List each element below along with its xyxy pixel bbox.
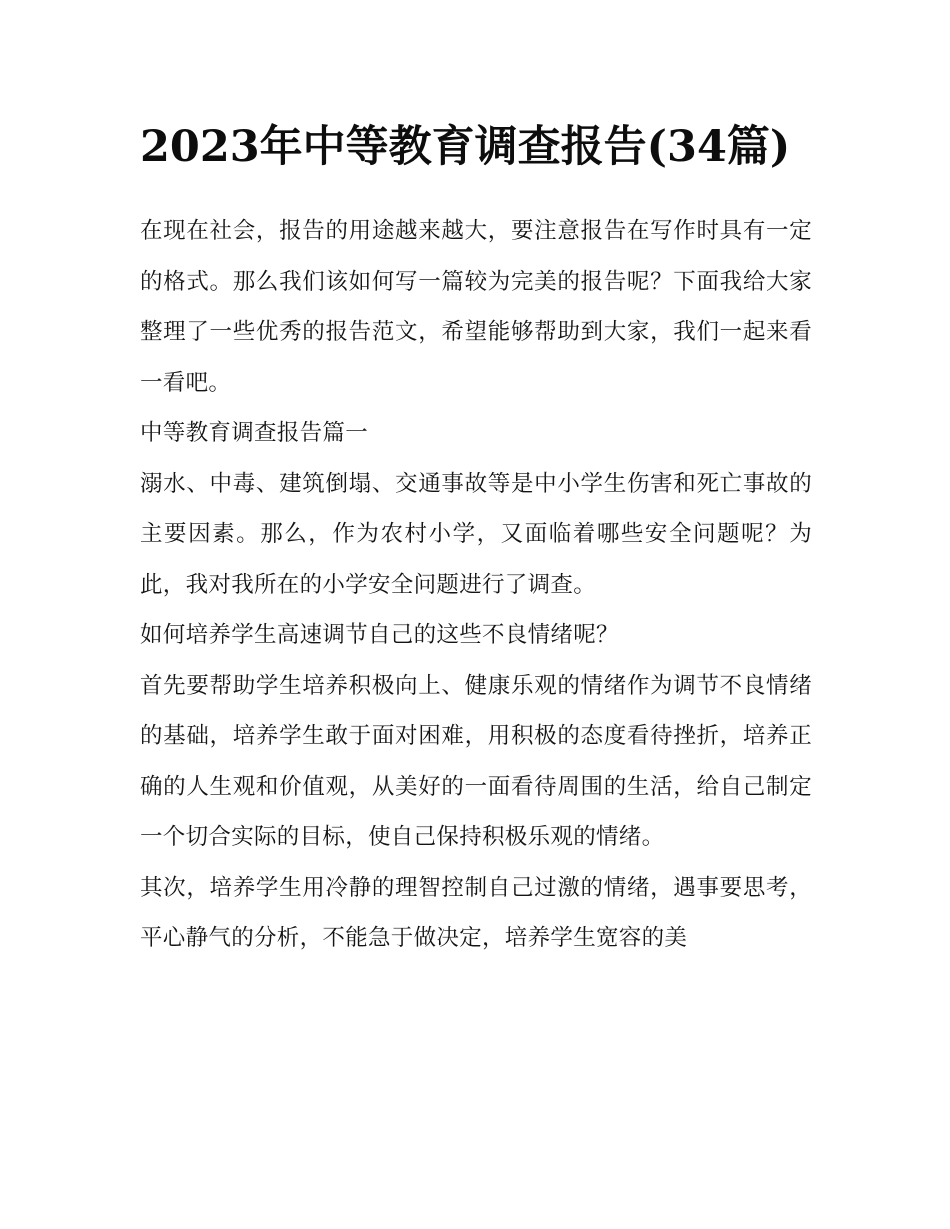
- question-paragraph: 如何培养学生高速调节自己的这些不良情绪呢？: [140, 622, 619, 648]
- body-paragraph: 溺水、中毒、建筑倒塌、交通事故等是中小学生伤害和死亡事故的主要因素。那么，作为农村小学，又面临着哪些安全问题呢？为此，我对我所在的小学安全问题进行了调查。: [140, 470, 812, 598]
- document-content: [140, 112, 812, 964]
- body-paragraph: 首先要帮助学生培养积极向上、健康乐观的情绪作为调节不良情绪的基础，培养学生敢于面对困难，用积极的态度看待挫折，培养正确的人生观和价值观，从美好的一面看待周围的生活，给自己制定一个切合实际的目标，使自己保持积极乐观的情绪。: [140, 672, 812, 850]
- document-title: 2023年中等教育调查报告(34篇): [140, 122, 791, 172]
- document-body: [140, 206, 812, 964]
- body-paragraph: 其次，培养学生用冷静的理智控制自己过激的情绪，遇事要思考，平心静气的分析，不能急于做决定，培养学生宽容的美: [140, 874, 812, 951]
- section-heading: 中等教育调查报告篇一: [140, 420, 369, 446]
- intro-paragraph: 在现在社会，报告的用途越来越大，要注意报告在写作时具有一定的格式。那么我们该如何写一篇较为完美的报告呢？下面我给大家整理了一些优秀的报告范文，希望能够帮助到大家，我们一起来看一看吧。: [140, 218, 812, 396]
